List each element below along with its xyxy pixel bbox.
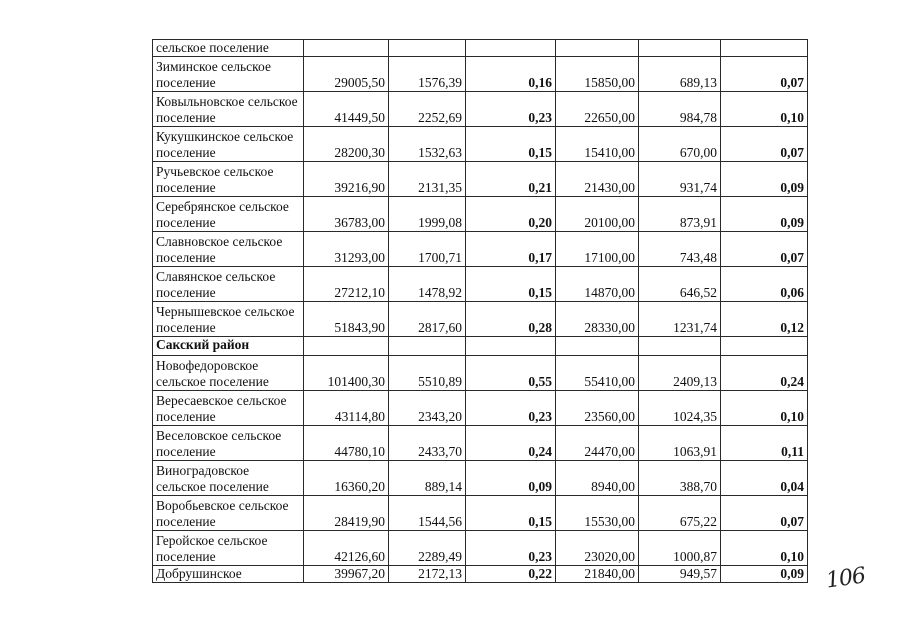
value-cell-col2: 1544,56 [389, 496, 466, 531]
value-cell-col2: 2131,35 [389, 162, 466, 197]
value-cell-col6: 0,06 [721, 267, 808, 302]
value-cell-col1: 43114,80 [304, 391, 389, 426]
value-cell-col2 [389, 40, 466, 57]
value-cell-col4: 28330,00 [556, 302, 639, 337]
value-cell-col2 [389, 337, 466, 356]
value-cell-col3: 0,55 [466, 356, 556, 391]
value-cell-col2: 2172,13 [389, 566, 466, 583]
value-cell-col4: 17100,00 [556, 232, 639, 267]
value-cell-col2: 5510,89 [389, 356, 466, 391]
settlement-name-cell: Добрушинское [153, 566, 304, 583]
district-name-cell: Сакский район [153, 337, 304, 356]
value-cell-col6: 0,10 [721, 391, 808, 426]
settlement-name-cell: Виноградовское сельское поселение [153, 461, 304, 496]
value-cell-col2: 1700,71 [389, 232, 466, 267]
value-cell-col3: 0,09 [466, 461, 556, 496]
table-row [153, 267, 808, 302]
value-cell-col1: 39967,20 [304, 566, 389, 583]
value-cell-col5: 675,22 [639, 496, 721, 531]
table-row [153, 40, 808, 57]
value-cell-col6: 0,07 [721, 57, 808, 92]
value-cell-col5: 1231,74 [639, 302, 721, 337]
value-cell-col6: 0,07 [721, 127, 808, 162]
value-cell-col6: 0,07 [721, 496, 808, 531]
table-row [153, 356, 808, 391]
table-row [153, 162, 808, 197]
value-cell-col5: 931,74 [639, 162, 721, 197]
settlement-name-cell: Кукушкинское сельское поселение [153, 127, 304, 162]
table-row [153, 391, 808, 426]
value-cell-col1 [304, 337, 389, 356]
value-cell-col3: 0,15 [466, 127, 556, 162]
settlement-name-cell: Вересаевское сельское поселение [153, 391, 304, 426]
value-cell-col5 [639, 337, 721, 356]
value-cell-col2: 2343,20 [389, 391, 466, 426]
value-cell-col4: 15530,00 [556, 496, 639, 531]
value-cell-col5: 1000,87 [639, 531, 721, 566]
settlement-name-cell: Серебрянское сельское поселение [153, 197, 304, 232]
value-cell-col2: 1576,39 [389, 57, 466, 92]
value-cell-col3: 0,23 [466, 531, 556, 566]
value-cell-col4: 20100,00 [556, 197, 639, 232]
table-row [153, 566, 808, 583]
settlement-name-cell: сельское поселение [153, 40, 304, 57]
section-header-row [153, 337, 808, 356]
value-cell-col1: 39216,90 [304, 162, 389, 197]
value-cell-col4: 55410,00 [556, 356, 639, 391]
value-cell-col4: 8940,00 [556, 461, 639, 496]
value-cell-col2: 1532,63 [389, 127, 466, 162]
value-cell-col4: 15410,00 [556, 127, 639, 162]
value-cell-col1: 27212,10 [304, 267, 389, 302]
value-cell-col3: 0,23 [466, 92, 556, 127]
settlement-name-cell: Зиминское сельское поселение [153, 57, 304, 92]
value-cell-col4 [556, 40, 639, 57]
value-cell-col2: 2433,70 [389, 426, 466, 461]
table-row [153, 127, 808, 162]
value-cell-col3: 0,15 [466, 496, 556, 531]
settlement-name-cell: Ручьевское сельское поселение [153, 162, 304, 197]
value-cell-col3: 0,24 [466, 426, 556, 461]
settlement-name-cell: Новофедоровское сельское поселение [153, 356, 304, 391]
value-cell-col1: 101400,30 [304, 356, 389, 391]
value-cell-col6: 0,09 [721, 566, 808, 583]
value-cell-col3: 0,20 [466, 197, 556, 232]
value-cell-col4: 21840,00 [556, 566, 639, 583]
value-cell-col3: 0,16 [466, 57, 556, 92]
value-cell-col6: 0,10 [721, 531, 808, 566]
settlement-name-cell: Воробьевское сельское поселение [153, 496, 304, 531]
value-cell-col4: 14870,00 [556, 267, 639, 302]
value-cell-col2: 2252,69 [389, 92, 466, 127]
value-cell-col6: 0,10 [721, 92, 808, 127]
value-cell-col6: 0,09 [721, 197, 808, 232]
table-row [153, 461, 808, 496]
value-cell-col5: 1024,35 [639, 391, 721, 426]
value-cell-col2: 1478,92 [389, 267, 466, 302]
table-row [153, 531, 808, 566]
value-cell-col1: 36783,00 [304, 197, 389, 232]
value-cell-col5 [639, 40, 721, 57]
table-row [153, 92, 808, 127]
value-cell-col4: 22650,00 [556, 92, 639, 127]
settlement-name-cell: Ковыльновское сельское поселение [153, 92, 304, 127]
value-cell-col4: 21430,00 [556, 162, 639, 197]
value-cell-col6: 0,24 [721, 356, 808, 391]
value-cell-col3: 0,28 [466, 302, 556, 337]
value-cell-col6: 0,11 [721, 426, 808, 461]
value-cell-col5: 670,00 [639, 127, 721, 162]
value-cell-col5: 743,48 [639, 232, 721, 267]
value-cell-col1: 31293,00 [304, 232, 389, 267]
table-row [153, 57, 808, 92]
settlement-name-cell: Геройское сельское поселение [153, 531, 304, 566]
value-cell-col3: 0,23 [466, 391, 556, 426]
value-cell-col6: 0,09 [721, 162, 808, 197]
value-cell-col6 [721, 40, 808, 57]
data-table [152, 39, 808, 583]
value-cell-col5: 388,70 [639, 461, 721, 496]
value-cell-col5: 984,78 [639, 92, 721, 127]
value-cell-col3: 0,22 [466, 566, 556, 583]
value-cell-col1: 41449,50 [304, 92, 389, 127]
value-cell-col2: 889,14 [389, 461, 466, 496]
value-cell-col5: 689,13 [639, 57, 721, 92]
value-cell-col5: 646,52 [639, 267, 721, 302]
value-cell-col2: 2289,49 [389, 531, 466, 566]
value-cell-col1: 42126,60 [304, 531, 389, 566]
value-cell-col2: 2817,60 [389, 302, 466, 337]
value-cell-col1: 44780,10 [304, 426, 389, 461]
value-cell-col3 [466, 337, 556, 356]
value-cell-col5: 1063,91 [639, 426, 721, 461]
value-cell-col6: 0,04 [721, 461, 808, 496]
table-row [153, 426, 808, 461]
settlement-name-cell: Чернышевское сельское поселение [153, 302, 304, 337]
table-row [153, 302, 808, 337]
value-cell-col4: 24470,00 [556, 426, 639, 461]
value-cell-col1 [304, 40, 389, 57]
table-row [153, 496, 808, 531]
value-cell-col4 [556, 337, 639, 356]
value-cell-col5: 873,91 [639, 197, 721, 232]
value-cell-col3: 0,17 [466, 232, 556, 267]
settlement-name-cell: Веселовское сельское поселение [153, 426, 304, 461]
value-cell-col1: 16360,20 [304, 461, 389, 496]
table-row [153, 197, 808, 232]
table-row [153, 232, 808, 267]
value-cell-col6: 0,07 [721, 232, 808, 267]
value-cell-col3 [466, 40, 556, 57]
handwritten-page-number: 106 [824, 563, 867, 594]
value-cell-col5: 949,57 [639, 566, 721, 583]
settlement-name-cell: Славянское сельское поселение [153, 267, 304, 302]
value-cell-col4: 23560,00 [556, 391, 639, 426]
value-cell-col1: 28200,30 [304, 127, 389, 162]
value-cell-col1: 29005,50 [304, 57, 389, 92]
settlement-name-cell: Славновское сельское поселение [153, 232, 304, 267]
value-cell-col1: 51843,90 [304, 302, 389, 337]
value-cell-col4: 23020,00 [556, 531, 639, 566]
document-page [152, 39, 808, 583]
value-cell-col5: 2409,13 [639, 356, 721, 391]
value-cell-col3: 0,15 [466, 267, 556, 302]
value-cell-col6 [721, 337, 808, 356]
value-cell-col4: 15850,00 [556, 57, 639, 92]
value-cell-col3: 0,21 [466, 162, 556, 197]
value-cell-col1: 28419,90 [304, 496, 389, 531]
value-cell-col6: 0,12 [721, 302, 808, 337]
value-cell-col2: 1999,08 [389, 197, 466, 232]
